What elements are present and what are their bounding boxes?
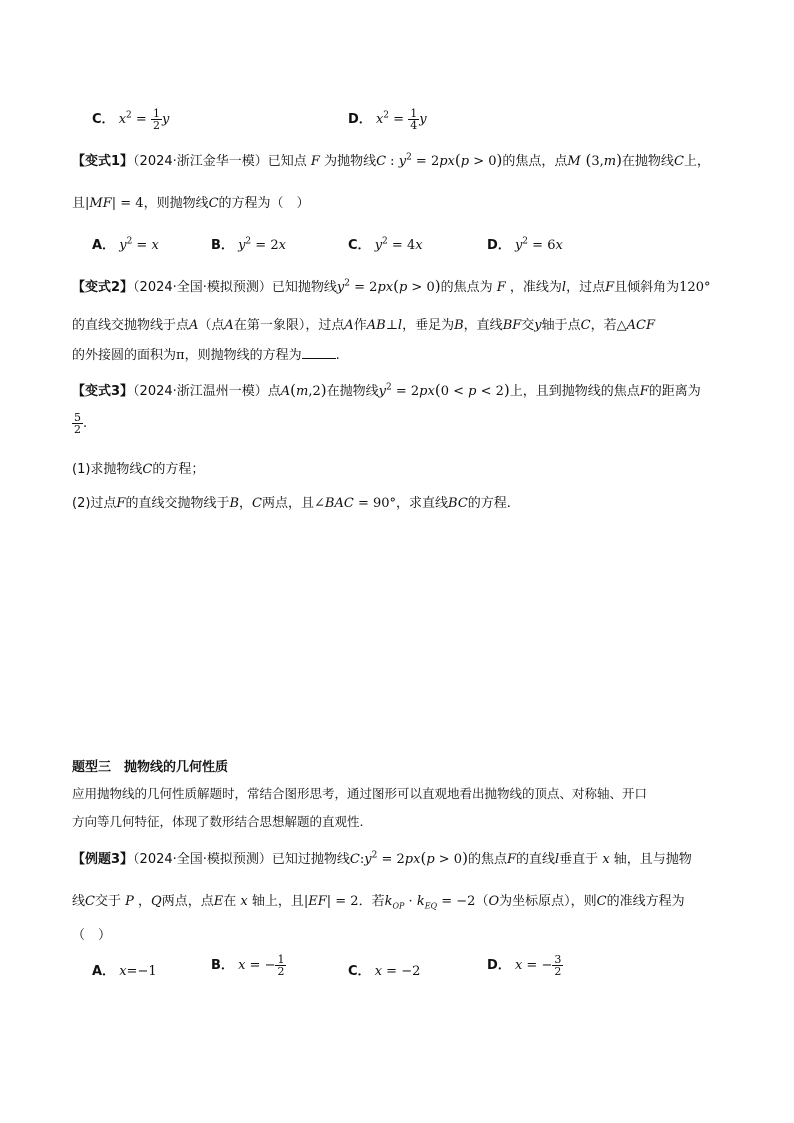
variant-1-option-c: C． $y^2 = 4x$ [348,236,423,253]
variant-1-line-1: 【变式1】（2024·浙江金华一模）已知点 F 为抛物线C : $y^2 = 2px(p > 0)$的焦点，点M (3,m)在抛物线C上， [72,151,710,169]
fraction-three-halves: $\frac{3}{2}$ [554,953,562,978]
variant-2-line-3: 的外接圆的面积为π，则抛物线的方程为 . [72,348,340,363]
example-3-paren: （ ） [72,928,112,943]
variant-1-source: （2024·浙江金华一模） [133,154,268,169]
option-d-top: D． $x^2$ = $\frac{1}{4}$ y [348,107,427,132]
fraction-one-half-b: $\frac{1}{2}$ [277,953,285,978]
variant-1-option-b: B． $y^2 = 2x$ [211,236,286,253]
variant-3-line-2: $\frac{5}{2}$ . [74,411,88,436]
example-3-tag: 【例题3】 [72,852,134,867]
section-intro-line-2: 方向等几何特征，体现了数形结合思想解题的直观性. [72,814,364,829]
fraction-five-halves: $\frac{5}{2}$ [74,411,81,436]
variant-3-part-2: (2)过点F的直线交抛物线于B，C两点，且∠BAC = 90°，求直线BC的方程. [72,496,511,511]
section-title: 题型三 抛物线的几何性质 [72,760,229,775]
answer-blank [302,346,336,359]
variant-3-source: （2024·浙江温州一模） [133,384,268,399]
variant-1-option-d: D． $y^2 = 6x$ [487,236,563,253]
variant-1-option-a: A． $y^2 = x$ [92,236,159,253]
example-3-line-2: 线C交于 P ，Q两点，点E在 x 轴上，且|EF| = 2．若$k_{OP} \cdot k_{EQ} = -2(O$为坐标原点），则C的准线方程为 [72,894,685,911]
variant-3-part-1: (1)求抛物线C的方程； [72,462,205,477]
example-3-option-d: D． x = − $\frac{3}{2}$ [487,953,562,978]
variant-2-line-1: 【变式2】（2024·全国·模拟预测）已知抛物线$y^2 = 2px(p > 0)$的焦点为 F ，准线为l，过点F且倾斜角为120° [72,277,711,295]
section-intro-line-1: 应用抛物线的几何性质解题时，常结合图形思考，通过图形可以直观地看出抛物线的顶点、对称轴、开口 [72,786,648,801]
example-3-option-a: A． x=−1 [92,964,157,979]
variant-3-tag: 【变式3】 [72,384,134,399]
example-3-option-b: B． x = − $\frac{1}{2}$ [211,953,285,978]
variant-1-tag: 【变式1】 [72,154,134,169]
variant-2-source: （2024·全国·模拟预测） [133,280,272,295]
option-c-label: C． [92,112,115,127]
option-d-label: D． [348,112,372,127]
variant-1-line-2: 且|MF| = 4，则抛物线C的方程为（ ） [72,196,310,211]
variant-2-line-2: 的直线交抛物线于点A（点A在第一象限），过点A作AB⊥l，垂足为B，直线BF交y轴于点C，若△ACF [72,318,655,333]
example-3-option-c: C． x = −2 [348,964,421,979]
example-3-source: （2024·全国·模拟预测） [133,852,272,867]
variant-2-tag: 【变式2】 [72,280,134,295]
option-c-top: C． $x^2$ = $\frac{1}{2}$ y [92,107,170,132]
fraction-one-half: $\frac{1}{2}$ [152,107,160,132]
variant-3-line-1: 【变式3】（2024·浙江温州一模）点A(m,2)在抛物线$y^2 = 2px(0 < p < 2)$上，且到抛物线的焦点F的距离为 [72,381,701,399]
fraction-one-quarter: $\frac{1}{4}$ [410,107,418,132]
example-3-line-1: 【例题3】（2024·全国·模拟预测）已知过抛物线$C:y^2 = 2px(p > 0)$的焦点F的直线l垂直于 x 轴，且与抛物 [72,849,692,867]
